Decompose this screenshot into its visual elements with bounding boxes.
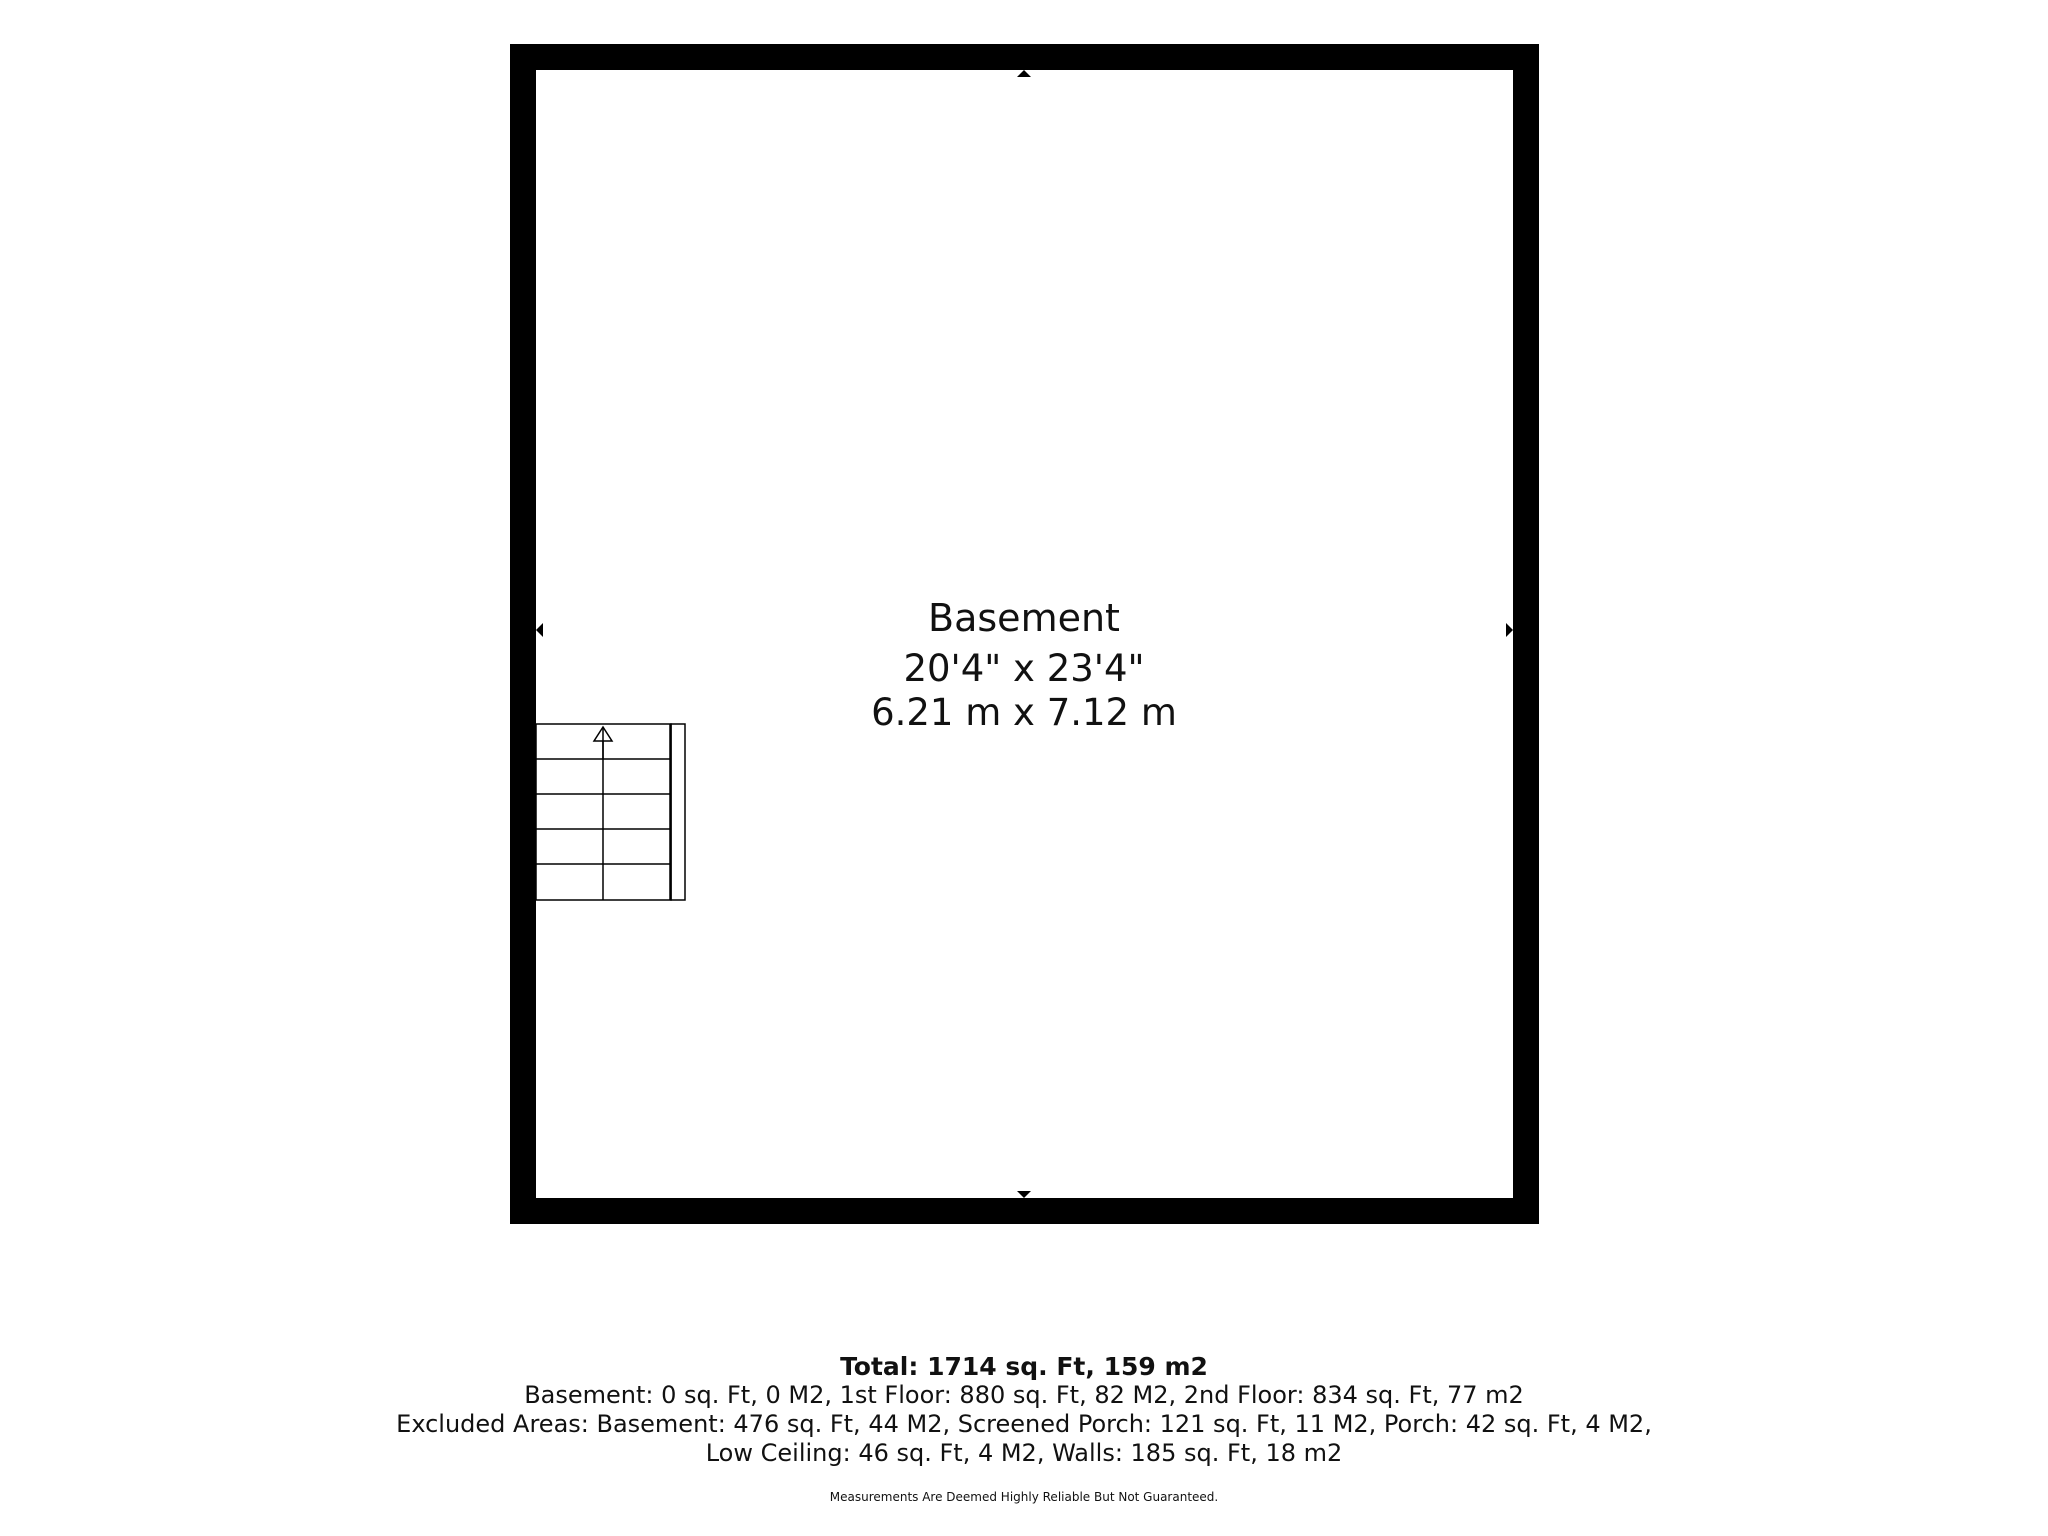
excluded-areas-line-2: Low Ceiling: 46 sq. Ft, 4 M2, Walls: 185 sq. Ft, 18 m2: [705, 1439, 1343, 1467]
top-dimension-marker: [1017, 70, 1031, 77]
room-dimensions-imperial: 20'4" x 23'4": [903, 647, 1145, 690]
floor-areas: Basement: 0 sq. Ft, 0 M2, 1st Floor: 880 sq. Ft, 82 M2, 2nd Floor: 834 sq. Ft, 77 m2: [524, 1381, 1524, 1409]
total-area: Total: 1714 sq. Ft, 159 m2: [840, 1352, 1208, 1381]
left-dimension-marker: [536, 623, 543, 637]
room-dimensions-metric: 6.21 m x 7.12 m: [871, 691, 1177, 734]
right-dimension-marker: [1506, 623, 1513, 637]
disclaimer: Measurements Are Deemed Highly Reliable But Not Guaranteed.: [829, 1490, 1219, 1504]
bottom-dimension-marker: [1017, 1191, 1031, 1198]
room-name: Basement: [928, 596, 1120, 640]
area-summary: [0, 1352, 2048, 1468]
excluded-areas-line-1: Excluded Areas: Basement: 476 sq. Ft, 44 M2, Screened Porch: 121 sq. Ft, 11 M2, Porch: 42 sq. Ft, 4 M2,: [396, 1410, 1652, 1438]
staircase: [536, 724, 685, 900]
